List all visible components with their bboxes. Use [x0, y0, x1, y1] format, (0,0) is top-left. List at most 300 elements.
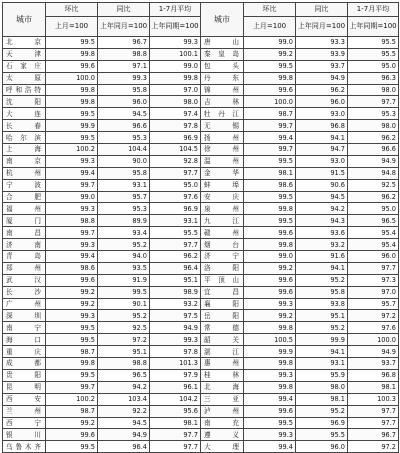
yoy-value-right: 93.6: [296, 227, 348, 239]
avg-value-left: 96.2: [150, 251, 201, 263]
yoy-value-left: 98.8: [98, 358, 150, 370]
avg-value-right: 96.2: [348, 132, 399, 144]
avg-value-right: 96.5: [348, 215, 399, 227]
mom-value-right: 99.3: [244, 369, 296, 381]
yoy-value-right: 99.9: [296, 334, 348, 346]
city-name-right: 包 头: [201, 60, 244, 72]
avg-value-right: 94.8: [348, 167, 399, 179]
avg-value-left: 97.5: [150, 310, 201, 322]
city-name-left: 大 连: [3, 108, 46, 120]
yoy-value-left: 97.1: [98, 60, 150, 72]
mom-value-left: 99.3: [46, 203, 98, 215]
city-name-left: 银 川: [3, 429, 46, 441]
yoy-value-right: 93.1: [296, 358, 348, 370]
mom-value-left: 99.4: [46, 251, 98, 263]
table-row: [3, 96, 399, 108]
avg-value-left: 99.8: [150, 72, 201, 84]
city-name-right: 三 亚: [201, 393, 244, 405]
city-name-left: 北 京: [3, 37, 46, 49]
yoy-value-right: 95.2: [296, 405, 348, 417]
avg-value-left: 94.9: [150, 322, 201, 334]
yoy-value-right: 94.9: [296, 72, 348, 84]
mom-value-left: 99.3: [46, 239, 98, 251]
city-name-left: 青 岛: [3, 251, 46, 263]
mom-value-left: 99.8: [46, 84, 98, 96]
city-name-right: 丹 东: [201, 72, 244, 84]
mom-value-right: 99.0: [244, 251, 296, 263]
city-header-right: 城市: [201, 3, 244, 37]
avg-value-left: 97.9: [150, 369, 201, 381]
avg-value-right: 96.2: [348, 191, 399, 203]
city-name-right: 襄 阳: [201, 298, 244, 310]
table-row: [3, 405, 399, 417]
yoy-value-right: 96.8: [296, 120, 348, 132]
mom-value-right: 99.0: [244, 37, 296, 49]
table-row: [3, 262, 399, 274]
avg-value-left: 97.0: [150, 84, 201, 96]
avg-value-right: 97.2: [348, 441, 399, 453]
city-name-right: 温 州: [201, 155, 244, 167]
table-row: [3, 274, 399, 286]
table-row: [3, 144, 399, 156]
mom-value-left: 99.2: [46, 417, 98, 429]
yoy-value-right: 93.7: [296, 60, 348, 72]
city-name-left: 济 南: [3, 239, 46, 251]
yoy-value-left: 99.3: [98, 72, 150, 84]
city-name-left: 重 庆: [3, 346, 46, 358]
yoy-value-left: 97.2: [98, 334, 150, 346]
avg-value-right: 98.0: [348, 84, 399, 96]
city-name-right: 大 理: [201, 441, 244, 453]
yoy-value-left: 91.9: [98, 274, 150, 286]
mom-value-right: 99.8: [244, 381, 296, 393]
mom-value-left: 99.3: [46, 310, 98, 322]
city-name-left: 厦 门: [3, 215, 46, 227]
mom-value-right: 99.6: [244, 274, 296, 286]
avg-value-left: 98.1: [150, 417, 201, 429]
mom-value-left: 99.5: [46, 108, 98, 120]
table-row: [3, 358, 399, 370]
city-name-left: 南 昌: [3, 227, 46, 239]
avg-value-left: 97.8: [150, 346, 201, 358]
yoy-value-left: 94.2: [98, 381, 150, 393]
city-name-right: 安 庆: [201, 191, 244, 203]
yoy-value-left: 96.6: [98, 120, 150, 132]
mom-value-right: 99.3: [244, 298, 296, 310]
table-row: [3, 120, 399, 132]
mom-value-right: 99.4: [244, 441, 296, 453]
yoy-header-right: 同比: [296, 3, 348, 17]
table-row: [3, 286, 399, 298]
avg-value-left: 97.7: [150, 429, 201, 441]
avg-value-left: 96.1: [150, 381, 201, 393]
table-row: [3, 310, 399, 322]
avg-value-left: 97.6: [150, 191, 201, 203]
mom-value-left: 99.5: [46, 132, 98, 144]
mom-value-right: 99.8: [244, 322, 296, 334]
avg-value-right: 95.4: [348, 227, 399, 239]
mom-value-left: 99.2: [46, 298, 98, 310]
city-name-right: 北 海: [201, 381, 244, 393]
yoy-value-right: 93.0: [296, 155, 348, 167]
yoy-value-left: 96.4: [98, 441, 150, 453]
table-row: [3, 393, 399, 405]
mom-value-right: 99.5: [244, 191, 296, 203]
avg-value-right: 94.9: [348, 346, 399, 358]
avg-value-right: 96.8: [348, 369, 399, 381]
city-name-left: 长 春: [3, 120, 46, 132]
avg-value-left: 93.2: [150, 298, 201, 310]
avg-value-right: 95.4: [348, 239, 399, 251]
city-name-left: 太 原: [3, 72, 46, 84]
mom-value-left: 99.3: [46, 155, 98, 167]
avg-value-right: 95.0: [348, 203, 399, 215]
city-name-left: 成 都: [3, 358, 46, 370]
avg-value-right: 97.7: [348, 96, 399, 108]
yoy-value-right: 96.2: [296, 84, 348, 96]
table-row: [3, 155, 399, 167]
table-row: [3, 179, 399, 191]
avg-value-left: 97.7: [150, 167, 201, 179]
mom-value-left: 100.0: [46, 72, 98, 84]
city-name-left: 南 京: [3, 155, 46, 167]
mom-value-left: 98.8: [46, 215, 98, 227]
avg-value-left: 95.0: [150, 179, 201, 191]
mom-value-left: 98.6: [46, 262, 98, 274]
yoy-value-right: 94.1: [296, 346, 348, 358]
avg-value-right: 96.0: [348, 251, 399, 263]
yoy-value-right: 95.8: [296, 286, 348, 298]
table-row: [3, 84, 399, 96]
mom-value-left: 99.6: [46, 274, 98, 286]
mom-header-right: 环比: [244, 3, 296, 17]
city-name-right: 洛 阳: [201, 262, 244, 274]
table-row: [3, 251, 399, 263]
mom-value-right: 99.7: [244, 144, 296, 156]
yoy-value-left: 95.1: [98, 346, 150, 358]
city-name-right: 锦 州: [201, 84, 244, 96]
mom-base-left: 上月=100: [46, 17, 98, 37]
avg-value-left: 95.5: [150, 227, 201, 239]
mom-value-right: 99.6: [244, 227, 296, 239]
city-name-right: 岳 阳: [201, 310, 244, 322]
mom-value-right: 99.6: [244, 405, 296, 417]
city-name-right: 泸 州: [201, 405, 244, 417]
yoy-value-left: 95.8: [98, 167, 150, 179]
avg-value-right: 100.3: [348, 393, 399, 405]
yoy-value-left: 94.9: [98, 429, 150, 441]
mom-value-left: 99.6: [46, 60, 98, 72]
yoy-value-left: 90.1: [98, 298, 150, 310]
mom-value-right: 99.5: [244, 155, 296, 167]
yoy-value-left: 95.3: [98, 132, 150, 144]
yoy-value-right: 95.2: [296, 322, 348, 334]
yoy-header-left: 同比: [98, 3, 150, 17]
mom-value-left: 99.8: [46, 358, 98, 370]
city-name-left: 西 安: [3, 393, 46, 405]
city-name-right: 蚌 埠: [201, 179, 244, 191]
city-name-left: 南 宁: [3, 322, 46, 334]
mom-value-left: 99.6: [46, 429, 98, 441]
yoy-value-right: 93.0: [296, 108, 348, 120]
city-name-right: 遵 义: [201, 429, 244, 441]
mom-value-right: 99.6: [244, 84, 296, 96]
city-name-right: 宜 昌: [201, 286, 244, 298]
yoy-base-left: 上年同月=100: [98, 17, 150, 37]
avg-value-left: 96.9: [150, 132, 201, 144]
avg-value-right: 95.5: [348, 48, 399, 60]
yoy-value-left: 93.4: [98, 227, 150, 239]
city-name-right: 韶 关: [201, 334, 244, 346]
city-name-right: 烟 台: [201, 239, 244, 251]
avg-value-right: 96.6: [348, 144, 399, 156]
mom-value-right: 99.8: [244, 72, 296, 84]
mom-value-left: 99.7: [46, 179, 98, 191]
city-name-left: 合 肥: [3, 191, 46, 203]
city-name-right: 桂 林: [201, 369, 244, 381]
avg-value-left: 97.7: [150, 239, 201, 251]
yoy-value-left: 98.8: [98, 48, 150, 60]
table-row: [3, 60, 399, 72]
mom-value-left: 99.5: [46, 441, 98, 453]
yoy-value-left: 104.4: [98, 144, 150, 156]
city-name-left: 呼和浩特: [3, 84, 46, 96]
avg-value-right: 95.0: [348, 60, 399, 72]
city-name-right: 赣 州: [201, 227, 244, 239]
mom-value-right: 99.9: [244, 346, 296, 358]
yoy-value-left: 96.0: [98, 96, 150, 108]
avg-value-right: 95.5: [348, 37, 399, 49]
table-row: [3, 191, 399, 203]
avg-value-right: 97.0: [348, 286, 399, 298]
avg-value-right: 95.3: [348, 108, 399, 120]
table-row: [3, 227, 399, 239]
yoy-value-right: 95.1: [296, 310, 348, 322]
yoy-value-right: 96.0: [296, 441, 348, 453]
yoy-value-right: 94.2: [296, 203, 348, 215]
avg-value-right: 92.5: [348, 179, 399, 191]
yoy-value-right: 94.7: [296, 144, 348, 156]
city-name-right: 秦皇岛: [201, 48, 244, 60]
table-row: [3, 298, 399, 310]
table-row: [3, 37, 399, 49]
yoy-value-left: 95.7: [98, 191, 150, 203]
mom-value-left: 99.4: [46, 167, 98, 179]
avg-header-right: 1-7月平均: [348, 3, 399, 17]
mom-value-left: 99.5: [46, 322, 98, 334]
mom-value-right: 99.8: [244, 358, 296, 370]
city-name-right: 泉 州: [201, 203, 244, 215]
mom-value-right: 98.6: [244, 179, 296, 191]
avg-value-right: 93.7: [348, 358, 399, 370]
mom-value-left: 99.7: [46, 381, 98, 393]
table-row: [3, 417, 399, 429]
yoy-value-left: 99.5: [98, 286, 150, 298]
table-row: [3, 346, 399, 358]
avg-value-left: 99.0: [150, 60, 201, 72]
yoy-value-right: 91.6: [296, 251, 348, 263]
yoy-value-left: 92.5: [98, 322, 150, 334]
avg-value-right: 97.6: [348, 322, 399, 334]
yoy-value-right: 96.9: [296, 417, 348, 429]
yoy-value-left: 92.2: [98, 405, 150, 417]
avg-header-left: 1-7月平均: [150, 3, 201, 17]
city-name-left: 西 宁: [3, 417, 46, 429]
yoy-value-right: 91.5: [296, 167, 348, 179]
avg-value-left: 98.0: [150, 96, 201, 108]
city-name-right: 扬 州: [201, 132, 244, 144]
mom-value-right: 99.4: [244, 393, 296, 405]
city-name-right: 吉 林: [201, 96, 244, 108]
yoy-value-left: 103.4: [98, 393, 150, 405]
mom-value-left: 99.2: [46, 286, 98, 298]
city-name-left: 沈 阳: [3, 96, 46, 108]
yoy-value-left: 95.8: [98, 84, 150, 96]
avg-value-right: 95.7: [348, 298, 399, 310]
avg-value-right: 96.3: [348, 72, 399, 84]
avg-value-left: 104.2: [150, 393, 201, 405]
mom-value-left: 99.0: [46, 191, 98, 203]
city-name-left: 石家庄: [3, 60, 46, 72]
city-name-left: 长 沙: [3, 286, 46, 298]
yoy-value-left: 94.5: [98, 417, 150, 429]
avg-value-right: 100.0: [348, 334, 399, 346]
city-name-left: 武 汉: [3, 274, 46, 286]
city-name-right: 无 锡: [201, 120, 244, 132]
mom-value-right: 99.2: [244, 262, 296, 274]
city-name-left: 哈尔滨: [3, 132, 46, 144]
price-index-table: [2, 2, 399, 453]
yoy-value-right: 95.5: [296, 429, 348, 441]
avg-value-right: 97.7: [348, 417, 399, 429]
yoy-value-right: 96.0: [296, 96, 348, 108]
city-name-right: 牡丹江: [201, 108, 244, 120]
yoy-value-left: 89.9: [98, 215, 150, 227]
mom-value-right: 99.6: [244, 286, 296, 298]
yoy-value-right: 93.2: [296, 239, 348, 251]
table-row: [3, 334, 399, 346]
avg-value-left: 100.1: [150, 48, 201, 60]
avg-value-right: 98.1: [348, 381, 399, 393]
yoy-value-left: 94.5: [98, 108, 150, 120]
avg-value-right: 97.2: [348, 310, 399, 322]
table-row: [3, 239, 399, 251]
table-row: [3, 108, 399, 120]
avg-value-right: 97.7: [348, 405, 399, 417]
yoy-value-left: 93.5: [98, 262, 150, 274]
avg-value-left: 97.7: [150, 441, 201, 453]
mom-value-right: 99.2: [244, 310, 296, 322]
city-name-right: 徐 州: [201, 144, 244, 156]
table-row: [3, 381, 399, 393]
avg-value-left: 97.4: [150, 108, 201, 120]
avg-value-right: 96.7: [348, 429, 399, 441]
city-name-right: 九 江: [201, 215, 244, 227]
table-row: [3, 203, 399, 215]
yoy-value-left: 94.0: [98, 251, 150, 263]
avg-value-left: 97.8: [150, 120, 201, 132]
mom-value-right: 98.7: [244, 108, 296, 120]
mom-value-left: 100.2: [46, 393, 98, 405]
city-name-right: 湛 江: [201, 346, 244, 358]
mom-value-right: 99.2: [244, 48, 296, 60]
yoy-base-right: 上年同月=100: [296, 17, 348, 37]
mom-value-right: 100.5: [244, 334, 296, 346]
city-name-left: 贵 阳: [3, 369, 46, 381]
avg-value-right: 98.0: [348, 120, 399, 132]
yoy-value-left: 96.7: [98, 37, 150, 49]
avg-value-left: 99.3: [150, 334, 201, 346]
mom-value-right: 99.5: [244, 60, 296, 72]
mom-value-left: 99.7: [46, 227, 98, 239]
yoy-value-right: 93.8: [296, 298, 348, 310]
yoy-value-right: 95.9: [296, 369, 348, 381]
city-name-right: 唐 山: [201, 37, 244, 49]
yoy-value-left: 95.2: [98, 239, 150, 251]
mom-value-left: 100.2: [46, 144, 98, 156]
avg-value-left: 98.9: [150, 286, 201, 298]
city-name-left: 深 圳: [3, 310, 46, 322]
yoy-value-left: 96.5: [98, 369, 150, 381]
city-name-right: 常 德: [201, 322, 244, 334]
yoy-value-right: 90.6: [296, 179, 348, 191]
city-name-left: 海 口: [3, 334, 46, 346]
table-row: [3, 48, 399, 60]
yoy-value-right: 94.5: [296, 191, 348, 203]
yoy-value-right: 95.2: [296, 274, 348, 286]
city-name-left: 兰 州: [3, 405, 46, 417]
mom-value-right: 99.8: [244, 203, 296, 215]
mom-value-right: 99.5: [244, 215, 296, 227]
table-row: [3, 167, 399, 179]
mom-value-right: 99.8: [244, 239, 296, 251]
avg-base-right: 上年同期=100: [348, 17, 399, 37]
yoy-value-left: 95.2: [98, 310, 150, 322]
table-row: [3, 72, 399, 84]
city-name-right: 平顶山: [201, 274, 244, 286]
mom-value-left: 99.8: [46, 48, 98, 60]
mom-value-left: 99.5: [46, 334, 98, 346]
city-name-right: 惠 州: [201, 358, 244, 370]
mom-value-right: 99.4: [244, 132, 296, 144]
yoy-value-left: 90.0: [98, 155, 150, 167]
avg-value-left: 104.5: [150, 144, 201, 156]
avg-value-right: 97.7: [348, 262, 399, 274]
mom-value-left: 98.7: [46, 405, 98, 417]
mom-value-right: 99.5: [244, 417, 296, 429]
city-name-right: 金 华: [201, 167, 244, 179]
avg-value-left: 92.8: [150, 155, 201, 167]
avg-value-right: 94.9: [348, 155, 399, 167]
city-name-right: 南 充: [201, 417, 244, 429]
mom-value-left: 99.5: [46, 369, 98, 381]
avg-value-left: 93.1: [150, 215, 201, 227]
mom-value-right: 100.0: [244, 96, 296, 108]
city-name-left: 昆 明: [3, 381, 46, 393]
mom-header-left: 环比: [46, 3, 98, 17]
yoy-value-left: 93.1: [98, 179, 150, 191]
avg-value-left: 96.4: [150, 262, 201, 274]
city-name-left: 天 津: [3, 48, 46, 60]
yoy-value-right: 94.1: [296, 262, 348, 274]
city-name-left: 郑 州: [3, 262, 46, 274]
city-header-left: 城市: [3, 3, 46, 37]
city-name-left: 福 州: [3, 203, 46, 215]
yoy-value-right: 94.3: [296, 215, 348, 227]
table-row: [3, 215, 399, 227]
yoy-value-right: 98.0: [296, 381, 348, 393]
mom-value-left: 98.7: [46, 346, 98, 358]
